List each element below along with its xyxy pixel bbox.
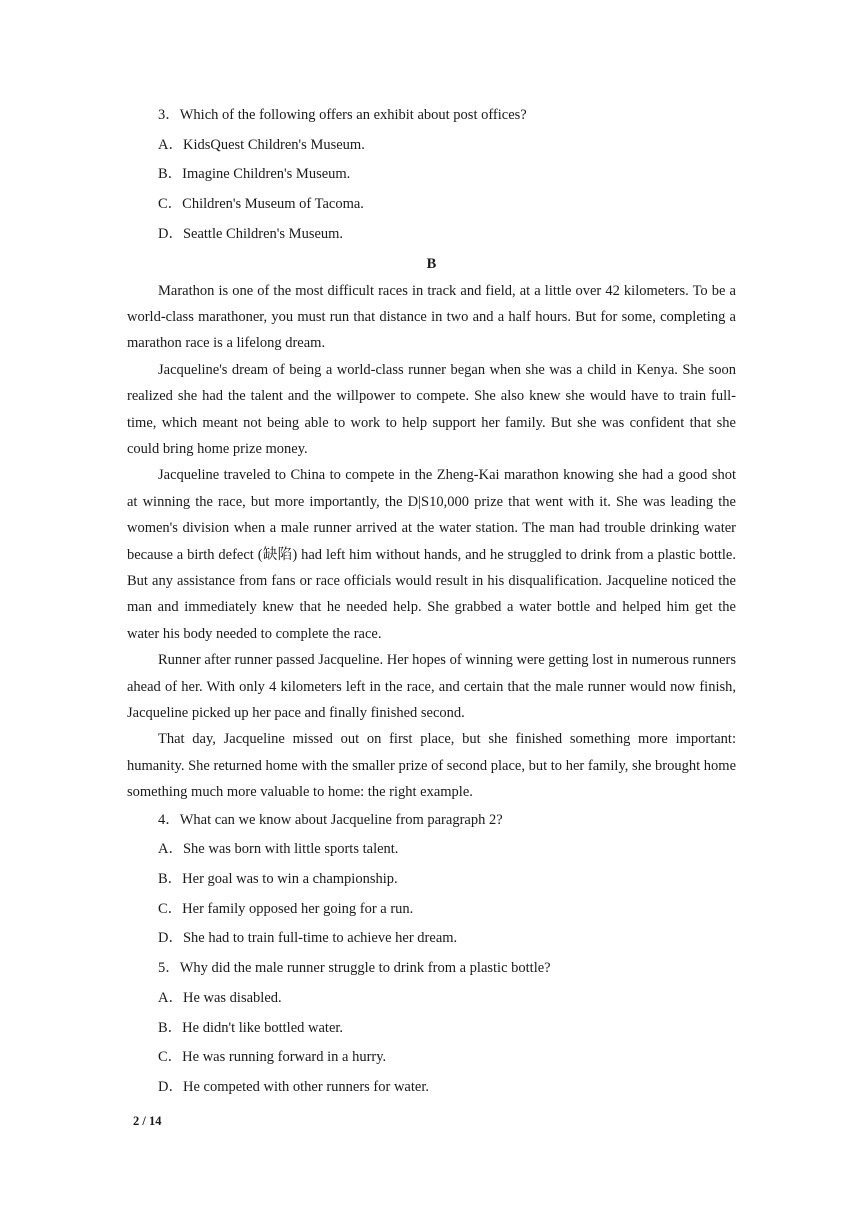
page-content	[127, 101, 736, 1103]
paragraph: That day, Jacqueline missed out on first place, but she finished something more important: humanity. She returned home with the smaller prize of second place, but to her family, she brought home something much more valuable to home: the right example.	[127, 731, 736, 801]
option-a: A．KidsQuest Children's Museum.	[158, 136, 365, 153]
paragraph: Runner after runner passed Jacqueline. Her hopes of winning were getting lost in numerous runners ahead of her. With only 4 kilometers left in the race, and certain that the male runner would now finish, Jacqueline picked up her pace and finally finished second.	[127, 652, 736, 722]
question-stem: 5．Why did the male runner struggle to drink from a plastic bottle?	[158, 960, 551, 977]
option-c: C．Her family opposed her going for a run.	[158, 900, 414, 917]
option-d: D．She had to train full-time to achieve her dream.	[158, 930, 458, 947]
section-title: B	[426, 255, 437, 272]
option-a: A．She was born with little sports talent.	[158, 841, 399, 858]
option-b: B．Her goal was to win a championship.	[158, 871, 398, 888]
page-number: 2 / 14	[133, 1114, 162, 1128]
question-stem: 3．Which of the following offers an exhibit about post offices?	[158, 107, 527, 123]
option-b: B．He didn't like bottled water.	[158, 1019, 344, 1036]
paragraph: Marathon is one of the most difficult races in track and field, at a little over 42 kilometers. To be a world-class marathoner, you must run that distance in two and a half hours. But for some, completing a marathon race is a lifelong dream.	[127, 282, 736, 352]
option-d: D．He competed with other runners for water.	[158, 1078, 429, 1095]
paragraph: Jacqueline traveled to China to compete in the Zheng-Kai marathon knowing she had a good shot at winning the race, but more importantly, the D|S10,000 prize that went with it. She was leading the women's division when a male runner arrived at the water station. The man had trouble drinking water because a birth defect (缺陷) had left him without hands, and he struggled to drink from a plastic bottle. But any assistance from fans or race officials would result in his disqualification. Jacqueline noticed the man and immediately knew that he needed help. She grabbed a water bottle and helped him get the water his body needed to complete the race.	[127, 467, 736, 642]
option-d: D．Seattle Children's Museum.	[158, 225, 344, 242]
option-c: C．He was running forward in a hurry.	[158, 1049, 387, 1066]
questions-4-5	[127, 806, 736, 1103]
question-stem: 4．What can we know about Jacqueline from paragraph 2?	[158, 811, 503, 828]
question-3	[127, 101, 736, 250]
option-c: C．Children's Museum of Tacoma.	[158, 196, 364, 213]
option-b: B．Imagine Children's Museum.	[158, 166, 351, 183]
paragraph: Jacqueline's dream of being a world-class runner began when she was a child in Kenya. She soon realized she had the talent and the willpower to compete. She also knew she would have to train full-time, which meant not being able to work to help support her family. But she was confident that she could bring home prize money.	[127, 361, 736, 457]
passage	[127, 278, 736, 806]
option-a: A．He was disabled.	[158, 989, 282, 1006]
